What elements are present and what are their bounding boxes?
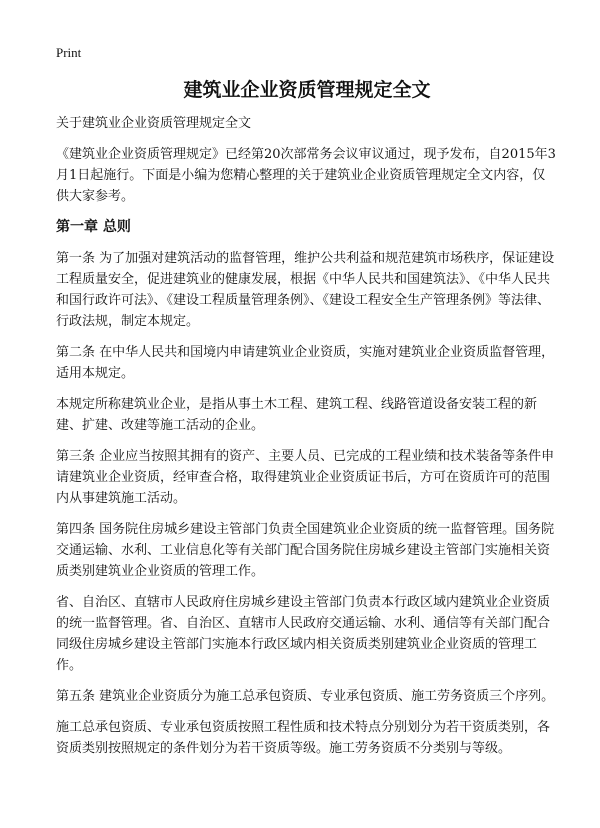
- article-4-paragraph: 第四条 国务院住房城乡建设主管部门负责全国建筑业企业资质的统一监督管理。国务院交通运输、水利、工业信息化等有关部门配合国务院住房城乡建设主管部门实施相关资质类别建筑业企业资质的管理工作。: [56, 522, 555, 579]
- provincial-paragraph: 省、自治区、直辖市人民政府住房城乡建设主管部门负责本行政区域内建筑业企业资质的统一监督管理。省、自治区、直辖市人民政府交通运输、水利、通信等有关部门配合同级住房城乡建设主管部门实施本行政区域内相关资质类别建筑业企业资质的管理工作。: [56, 595, 551, 673]
- definition-paragraph: 本规定所称建筑业企业，是指从事土木工程、建筑工程、线路管道设备安装工程的新建、扩建、改建等施工活动的企业。: [56, 397, 538, 433]
- document-subtitle: 关于建筑业企业资质管理规定全文: [56, 116, 252, 131]
- qualification-categories-paragraph: 施工总承包资质、专业承包资质按照工程性质和技术特点分别划分为若干资质类别，各资质类别按照规定的条件划分为若干资质等级。施工劳务资质不分类别与等级。: [56, 720, 551, 756]
- article-5-paragraph: 第五条 建筑业企业资质分为施工总承包资质、专业承包资质、施工劳务资质三个序列。: [56, 689, 555, 704]
- article-3-paragraph: 第三条 企业应当按照其拥有的资产、主要人员、已完成的工程业绩和技术装备等条件申请建筑业企业资质，经审查合格，取得建筑业企业资质证书后，方可在资质许可的范围内从事建筑施工活动。: [56, 449, 555, 506]
- article-1-paragraph: 第一条 为了加强对建筑活动的监督管理，维护公共利益和规范建筑市场秩序，保证建设工程质量安全，促进建筑业的健康发展，根据《中华人民共和国建筑法》、《中华人民共和国行政许可法》、《建设工程质量管理条例》、《建设工程安全生产管理条例》等法律、行政法规，制定本规定。: [56, 251, 555, 329]
- intro-paragraph: 《建筑业企业资质管理规定》已经第20次部常务会议审议通过，现予发布，自2015年3月1日起施行。下面是小编为您精心整理的关于建筑业企业资质管理规定全文内容，仅供大家参考。: [56, 147, 556, 204]
- article-2-paragraph: 第二条 在中华人民共和国境内申请建筑业企业资质，实施对建筑业企业资质监督管理，适用本规定。: [56, 345, 555, 381]
- document-title: 建筑业企业资质管理规定全文: [183, 79, 431, 101]
- chapter-heading: 第一章 总则: [56, 219, 131, 235]
- print-label[interactable]: Print: [56, 45, 82, 60]
